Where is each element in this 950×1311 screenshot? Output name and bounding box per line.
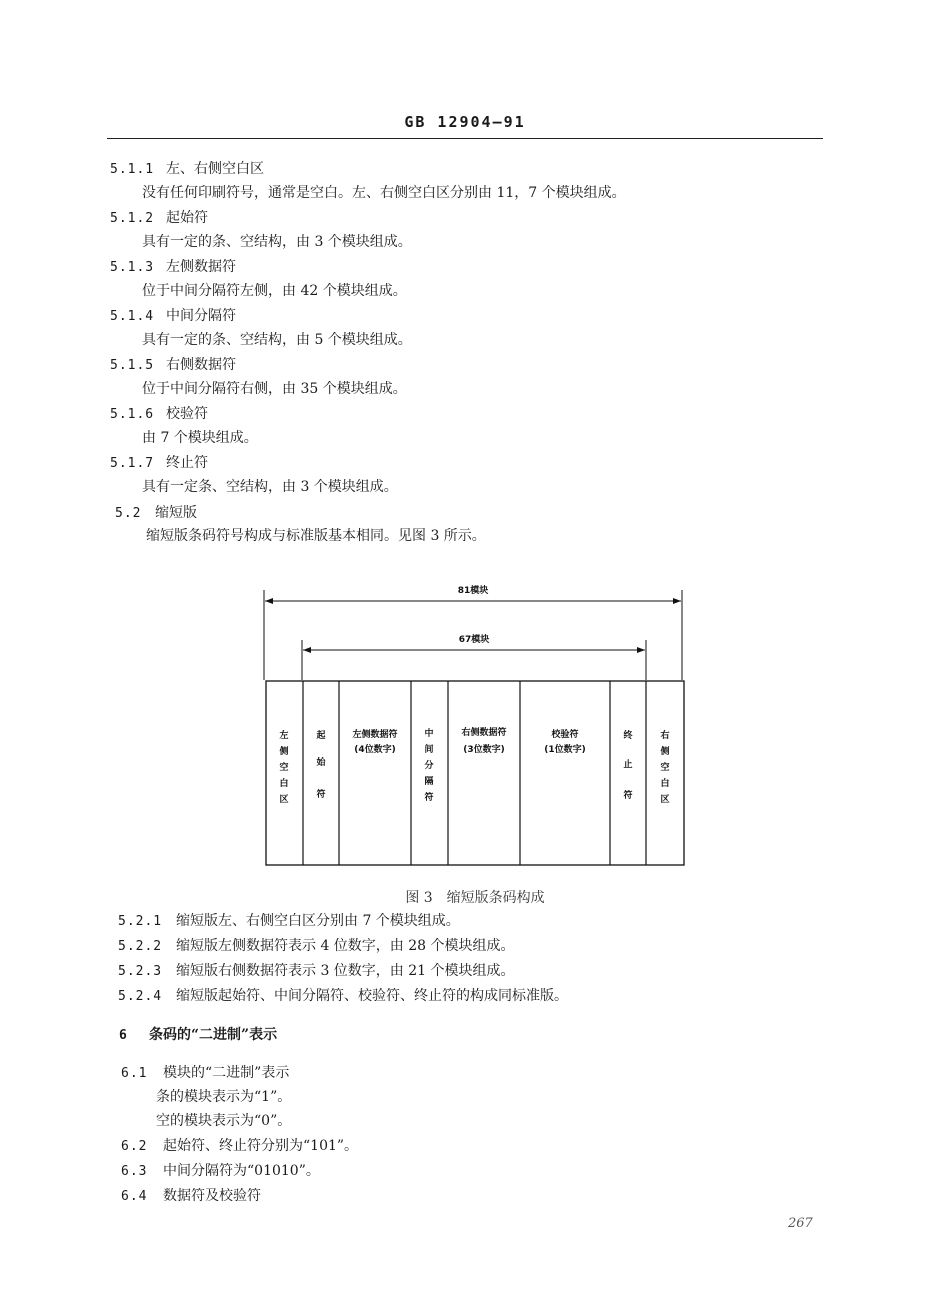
section-body: 缩短版条码符号构成与标准版基本相同。见图 3 所示。 xyxy=(146,528,486,544)
section-title: 中间分隔符 xyxy=(166,308,236,324)
section-title: 右侧数据符 xyxy=(166,357,236,373)
cell-label-center-guard: 隔 xyxy=(424,777,434,787)
dimension-label-81: 81模块 xyxy=(457,586,489,596)
numbered-item xyxy=(118,987,568,1006)
cell-label-right-quiet-zone: 右 xyxy=(660,731,670,741)
section-body: 空的模块表示为“0”。 xyxy=(156,1113,292,1129)
cell-label-right-quiet-zone: 空 xyxy=(660,763,670,773)
cell-label-start-guard: 符 xyxy=(316,790,326,800)
numbered-item xyxy=(118,937,515,956)
section-number: 5.1.4 xyxy=(110,309,155,324)
section-title: 左侧数据符 xyxy=(166,259,236,275)
cell-label-center-guard: 分 xyxy=(424,761,434,771)
chapter-heading xyxy=(119,1026,277,1045)
item-text: 数据符及校验符 xyxy=(163,1188,261,1204)
section-body: 具有一定的条、空结构，由 5 个模块组成。 xyxy=(142,332,412,348)
section-heading xyxy=(121,1064,289,1083)
item-number: 5.2.4 xyxy=(118,989,163,1004)
chapter-number: 6 xyxy=(119,1028,128,1043)
item-number: 5.2.3 xyxy=(118,964,163,979)
item-number: 6.3 xyxy=(121,1164,148,1179)
cell-label-start-guard: 始 xyxy=(316,758,326,768)
cell-label-check-digit: 校验符 xyxy=(551,730,579,740)
item-text: 缩短版左、右侧空白区分别由 7 个模块组成。 xyxy=(176,913,460,929)
cell-label-left-quiet-zone: 侧 xyxy=(279,747,289,757)
item-text: 缩短版左侧数据符表示 4 位数字，由 28 个模块组成。 xyxy=(176,938,515,954)
section-body: 具有一定条、空结构，由 3 个模块组成。 xyxy=(142,479,398,495)
section-body: 条的模块表示为“1”。 xyxy=(156,1089,292,1105)
cell-label-end-guard: 符 xyxy=(623,791,633,801)
item-text: 中间分隔符为“01010”。 xyxy=(163,1163,320,1179)
section-number: 5.1.7 xyxy=(110,456,155,471)
figure-caption: 图 3 缩短版条码构成 xyxy=(405,890,545,906)
dimension-label-67: 67模块 xyxy=(458,635,490,645)
cell-label-right-data: 右侧数据符 xyxy=(461,728,507,738)
cell-label-check-digit: (1位数字) xyxy=(544,745,586,755)
cell-label-end-guard: 止 xyxy=(623,760,633,770)
item-number: 6.2 xyxy=(121,1139,148,1154)
cell-label-right-data: (3位数字) xyxy=(463,745,505,755)
cell-label-start-guard: 起 xyxy=(316,731,326,741)
cell-label-right-quiet-zone: 区 xyxy=(660,795,670,805)
section-body: 位于中间分隔符右侧，由 35 个模块组成。 xyxy=(142,381,407,397)
section-title: 起始符 xyxy=(166,210,208,226)
cell-label-left-quiet-zone: 白 xyxy=(279,779,289,789)
section-number: 5.2 xyxy=(115,506,142,521)
document-code: GB 12904—91 xyxy=(404,113,526,131)
section-title: 校验符 xyxy=(166,406,208,422)
section-title: 模块的“二进制”表示 xyxy=(163,1065,290,1081)
cell-label-center-guard: 符 xyxy=(424,793,434,803)
item-number: 5.2.2 xyxy=(118,939,163,954)
section-number: 5.1.3 xyxy=(110,260,155,275)
section-title: 缩短版 xyxy=(155,505,197,521)
item-text: 起始符、终止符分别为“101”。 xyxy=(163,1138,359,1154)
section-number: 5.1.2 xyxy=(110,211,155,226)
item-text: 缩短版右侧数据符表示 3 位数字，由 21 个模块组成。 xyxy=(176,963,515,979)
cell-label-end-guard: 终 xyxy=(623,731,633,741)
page-number: 267 xyxy=(788,1216,813,1231)
cell-label-right-quiet-zone: 侧 xyxy=(660,747,670,757)
cell-label-left-quiet-zone: 区 xyxy=(279,795,289,805)
item-number: 5.2.1 xyxy=(118,914,163,929)
structure-box xyxy=(266,681,684,865)
section-number: 5.1.1 xyxy=(110,162,155,177)
section-title: 终止符 xyxy=(166,455,208,471)
section-body: 具有一定的条、空结构，由 3 个模块组成。 xyxy=(142,234,412,250)
section-body: 由 7 个模块组成。 xyxy=(142,430,258,446)
cell-label-center-guard: 中 xyxy=(424,729,434,739)
cell-label-left-quiet-zone: 空 xyxy=(279,763,289,773)
section-number: 5.1.5 xyxy=(110,358,155,373)
cell-label-right-quiet-zone: 白 xyxy=(660,779,670,789)
cell-label-center-guard: 间 xyxy=(424,745,434,755)
section-number: 6.1 xyxy=(121,1066,148,1081)
cell-label-left-quiet-zone: 左 xyxy=(279,731,289,741)
numbered-item xyxy=(118,912,460,931)
numbered-item xyxy=(121,1137,358,1156)
cell-label-left-data: (4位数字) xyxy=(354,745,396,755)
section-body: 没有任何印刷符号，通常是空白。左、右侧空白区分别由 11，7 个模块组成。 xyxy=(142,185,626,201)
item-number: 6.4 xyxy=(121,1189,148,1204)
numbered-item xyxy=(121,1187,261,1206)
numbered-item xyxy=(118,962,515,981)
section-body: 位于中间分隔符左侧，由 42 个模块组成。 xyxy=(142,283,407,299)
numbered-item xyxy=(121,1162,320,1181)
cell-label-left-data: 左侧数据符 xyxy=(352,730,398,740)
item-text: 缩短版起始符、中间分隔符、校验符、终止符的构成同标准版。 xyxy=(176,988,568,1004)
section-number: 5.1.6 xyxy=(110,407,155,422)
section-title: 左、右侧空白区 xyxy=(166,161,264,177)
chapter-title: 条码的“二进制”表示 xyxy=(149,1027,278,1043)
